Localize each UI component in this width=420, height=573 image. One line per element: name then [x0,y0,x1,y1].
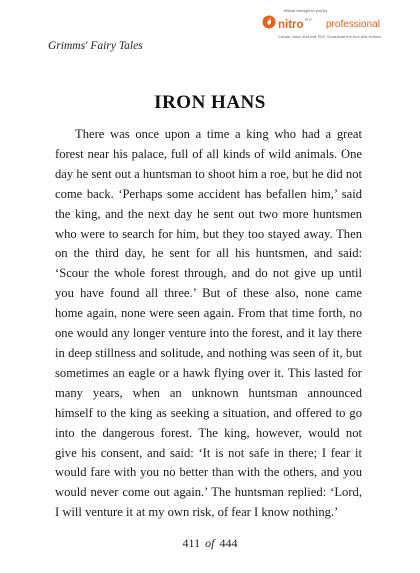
nitro-flame-icon [262,15,276,29]
running-header: Grimms' Fairy Tales [48,40,143,52]
watermark-brand [278,17,313,31]
watermark-top-text: eBook brought to you by [284,8,328,13]
page-number [0,536,420,551]
body-paragraph: There was once upon a time a king who had a great forest near his palace, full of all kinds of wild animals. One day he sent out a huntsman to shoot him a roe, but he did not come back. ‘Perhaps some accident has befallen him,’ said the king, and the next day he sent out two more huntsmen who were to search for him, but they too stayed away. Then on the third day, he sent for all his huntsmen, and said: ‘Scour the whole forest through, and do not give up until you have found all three.’ But of these also, none came home again, none were seen again. From that time forth, no one would any longer venture into the forest, and it lay there in deep stillness and solitude, and nothing was seen of it, but sometimes an eagle or a hawk flying over it. This lasted for many years, when an unknown huntsman announced himself to the king as seeking a situation, and offered to go into the dangerous forest. The king, however, would not give his consent, and said: ‘It is not safe in there; I fear it would fare with you no better than with the others, and you would never come out again.’ The huntsman replied: ‘Lord, I will venture it at my own risk, of fear I know nothing.’ [55,127,362,520]
chapter-title: IRON HANS [154,92,266,113]
watermark-brand-sup: PDF [304,17,313,22]
nitro-watermark[interactable] [262,8,383,46]
total-pages: 444 [219,536,238,550]
watermark-tagline: Create, view, and edit PDF. Download the free trial version. [278,34,383,39]
watermark-product: professional [326,19,380,30]
watermark-brand-text: nitro [278,19,304,31]
page-of-label: of [205,536,215,550]
current-page: 411 [182,536,201,550]
